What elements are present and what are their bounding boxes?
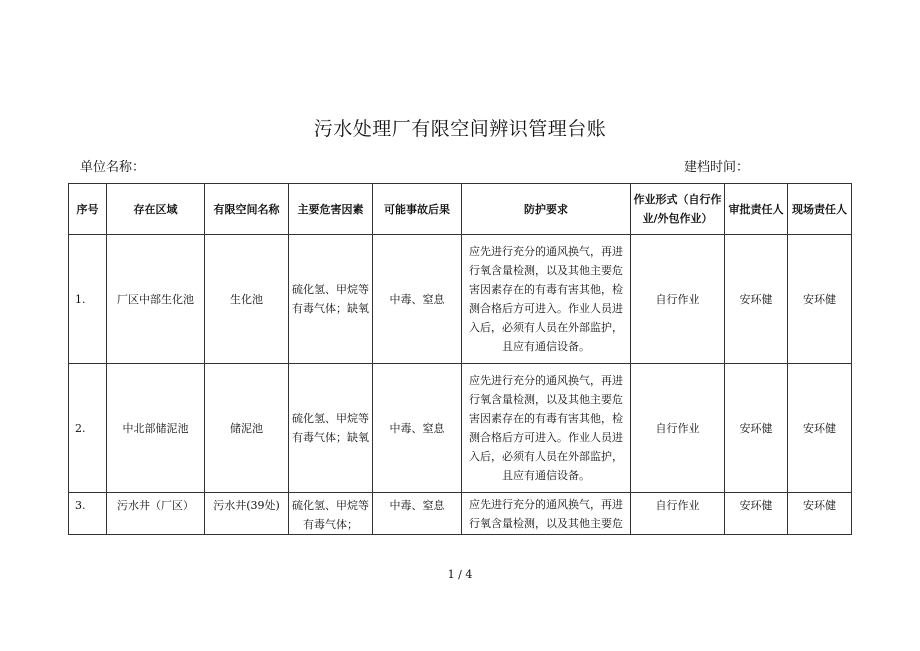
table-row — [69, 235, 852, 364]
header-consequence: 可能事故后果 — [373, 184, 462, 235]
cell-area: 中北部储泥池 — [107, 364, 205, 493]
cell-area: 污水井（厂区） — [107, 493, 205, 535]
page-title: 污水处理厂有限空间辨识管理台账 — [313, 118, 607, 140]
cell-form: 自行作业 — [631, 364, 725, 493]
header-form: 作业形式（自行作业/外包作业） — [631, 184, 725, 235]
header-approver: 审批责任人 — [725, 184, 788, 235]
cell-consequence: 中毒、窒息 — [373, 364, 462, 493]
cell-form: 自行作业 — [631, 493, 725, 535]
cell-seq: 2. — [69, 364, 107, 493]
table-row — [69, 493, 852, 535]
header-area: 存在区域 — [107, 184, 205, 235]
header-seq: 序号 — [69, 184, 107, 235]
cell-onsite: 安环健 — [788, 493, 852, 535]
archive-date-label: 建档时间： — [684, 160, 750, 175]
cell-hazard: 硫化氢、甲烷等有毒气体；缺氧 — [289, 235, 373, 364]
cell-protection: 应先进行充分的通风换气，再进行氧含量检测，以及其他主要危害因素存在的有毒有害其他，检测合格后方可进入。作业人员进入后，必须有人员在外部监护，且应有通信设备。 — [462, 235, 631, 364]
cell-space: 储泥池 — [205, 364, 289, 493]
cell-approver: 安环健 — [725, 235, 788, 364]
cell-onsite: 安环健 — [788, 235, 852, 364]
cell-hazard: 硫化氢、甲烷等有毒气体； — [289, 493, 373, 535]
cell-consequence: 中毒、窒息 — [373, 235, 462, 364]
cell-approver: 安环健 — [725, 364, 788, 493]
cell-onsite: 安环健 — [788, 364, 852, 493]
cell-space: 污水井(39处) — [205, 493, 289, 535]
cell-area: 厂区中部生化池 — [107, 235, 205, 364]
header-protection: 防护要求 — [462, 184, 631, 235]
page-number: 1 / 4 — [447, 568, 473, 581]
cell-protection: 应先进行充分的通风换气，再进行氧含量检测，以及其他主要危害因素存在的有毒有害其他，检测合格后方可进入。作业人员进入后，必须有人员在外部监护，且应有通信设备。 — [462, 364, 631, 493]
cell-space: 生化池 — [205, 235, 289, 364]
cell-approver: 安环健 — [725, 493, 788, 535]
table-header-row — [69, 184, 852, 235]
table-row — [69, 364, 852, 493]
cell-seq: 3. — [69, 493, 107, 535]
header-onsite: 现场责任人 — [788, 184, 852, 235]
cell-protection: 应先进行充分的通风换气，再进行氧含量检测，以及其他主要危 — [462, 493, 631, 535]
cell-hazard: 硫化氢、甲烷等有毒气体；缺氧 — [289, 364, 373, 493]
cell-form: 自行作业 — [631, 235, 725, 364]
cell-seq: 1. — [69, 235, 107, 364]
unit-name-label: 单位名称： — [80, 160, 146, 175]
header-space: 有限空间名称 — [205, 184, 289, 235]
ledger-table — [68, 183, 852, 535]
header-hazard: 主要危害因素 — [289, 184, 373, 235]
cell-consequence: 中毒、窒息 — [373, 493, 462, 535]
